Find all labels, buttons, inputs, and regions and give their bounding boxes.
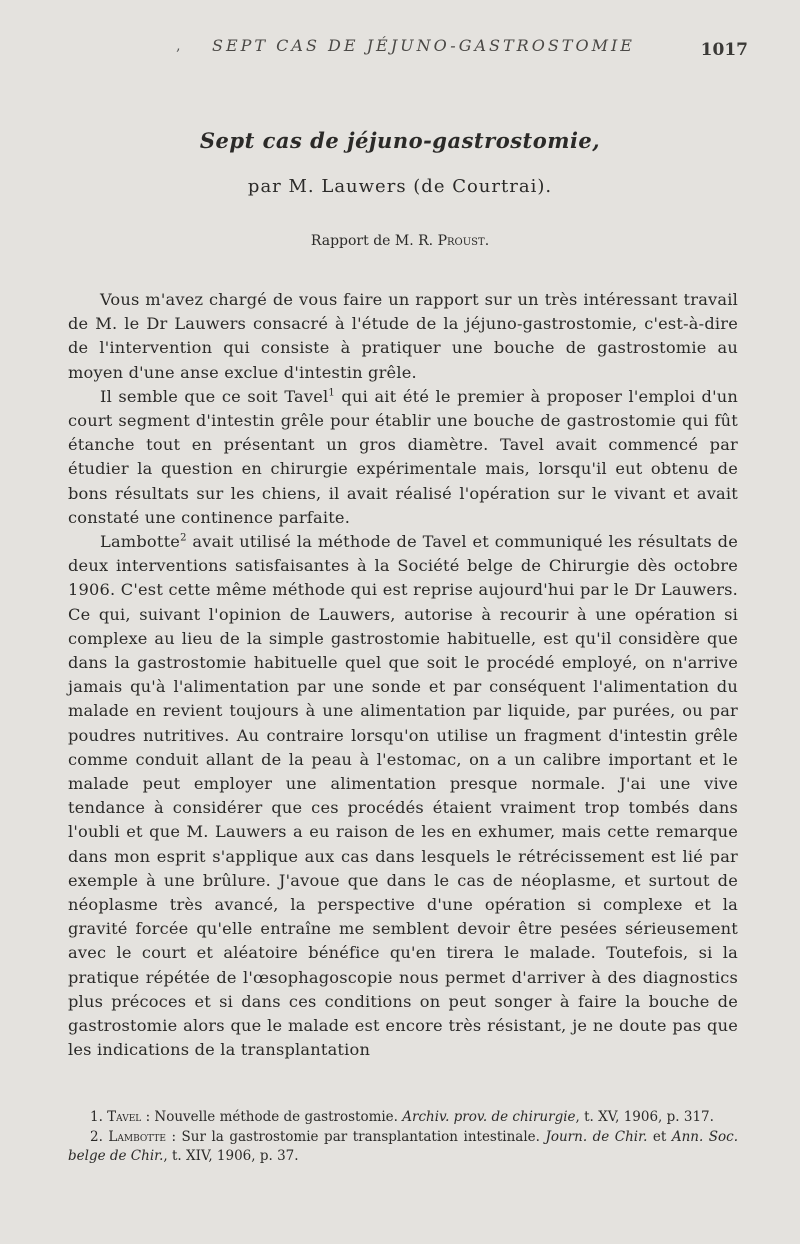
paragraph-3-start: Lambotte (100, 532, 181, 552)
footnotes (68, 1108, 738, 1167)
footnote-1-text: : Nouvelle méthode de gastrostomie. (141, 1109, 403, 1125)
footnote-2-conjunction: et (647, 1128, 672, 1145)
footnote-2-author: Lambotte (108, 1128, 166, 1145)
footnote-1 (68, 1108, 738, 1128)
footnote-2-journal-1: Journ. de Chir. (545, 1128, 648, 1145)
running-title: SEPT CAS DE JÉJUNO-GASTROSTOMIE (212, 36, 635, 55)
paragraph-3-rest: avait utilisé la méthode de Tavel et communiqué les résultats de deux interventions satisfaisantes à la Société belge de Chirurgie dès octobre 1906. C'est cette même méthode qui est reprise aujourd'hui par le Dr Lauwers. Ce qui, suivant l'opinion de Lauwers, autorise à recourir à une opération si complexe au lieu de la simple gastrostomie habituelle, est qu'il considère que dans la gastrostomie habituelle quel que soit le procédé employé, on n'arrive jamais qu'à l'alimentation par une sonde et par conséquent l'alimentation du malade en revient toujours à une alimentation par liquide, par purées, ou par poudres nutritives. Au contraire lorsqu'on utilise un fragment d'intestin grêle comme conduit allant de la peau à l'estomac, on a un calibre important et le malade peut employer une alimentation presque normale. J'ai une vive tendance à considérer que ces procédés étaient vraiment trop tombés dans l'oubli et que M. Lauwers a eu raison de les en exhumer, mais cette remarque dans mon esprit s'applique aux cas dans lesquels le rétrécissement est lié par exemple à une brûlure. J'avoue que dans le cas de néoplasme, et surtout de néoplasme très avancé, la perspective d'une opération si complexe et la gravité forcée qu'elle entraîne me semblent devoir être pesées sérieusement avec le court et aléatoire bénéfice qu'en tirera le malade. Toutefois, si la pratique répétée de l'œsophagoscopie nous permet d'arriver à des diagnostics plus précoces et si dans ces conditions on peut songer à faire la bouche de gastrostomie alors que le malade est encore très résistant, je ne doute pas que les indications de la transplantation (68, 532, 738, 1060)
article-byline: par M. Lauwers (de Courtrai). (247, 176, 553, 197)
report-line (0, 233, 800, 249)
footnote-2-text: : Sur la gastrostomie par transplantation intestinale. (165, 1128, 546, 1145)
footnote-2-journal-2: Ann. Soc. belge de Chir. (68, 1128, 738, 1164)
report-author: Proust (437, 233, 485, 249)
footnote-1-number: 1. (90, 1109, 108, 1125)
footnote-ref-1: 1 (328, 387, 335, 399)
paragraph-2-rest: qui ait été le premier à proposer l'emploi d'un court segment d'intestin grêle pour établir une bouche de gastrostomie qui fût étanche tout en présentant un gros diamètre. Tavel avait commencé par étudier la question en chirurgie expérimentale mais, lorsqu'il eut obtenu de bons résultats sur les chiens, il avait réalisé l'opération sur le vivant et avait constaté une continence parfaite. (68, 386, 738, 527)
page-number: 1017 (700, 40, 748, 60)
footnote-1-author: Tavel (107, 1109, 142, 1125)
footnote-1-journal: Archiv. prov. de chirurgie (402, 1109, 576, 1125)
body-text (68, 288, 738, 1063)
paragraph-3 (68, 530, 738, 1062)
footnote-ref-2: 2 (180, 532, 187, 544)
paragraph-1: Vous m'avez chargé de vous faire un rapport sur un très intéressant travail de M. le Dr Lauwers consacré à l'étude de la jéjuno-gastrostomie, c'est-à-dire de l'intervention qui consiste à pratiquer une bouche de gastrostomie au moyen d'une anse exclue d'intestin grêle. (68, 290, 738, 382)
footnote-2 (68, 1128, 738, 1167)
article-title: Sept cas de jéjuno-gastrostomie, (199, 128, 601, 153)
report-prefix: Rapport de M. R. (310, 233, 438, 249)
paragraph-2-start: Il semble que ce soit Tavel (100, 386, 329, 406)
footnote-1-ref: , t. XV, 1906, p. 317. (575, 1109, 714, 1125)
footnote-2-number: 2. (90, 1128, 109, 1145)
footnote-2-ref: , t. XIV, 1906, p. 37. (163, 1148, 299, 1164)
report-suffix: . (484, 233, 490, 249)
margin-mark: ‚ (176, 38, 181, 54)
paragraph-2 (68, 385, 738, 530)
